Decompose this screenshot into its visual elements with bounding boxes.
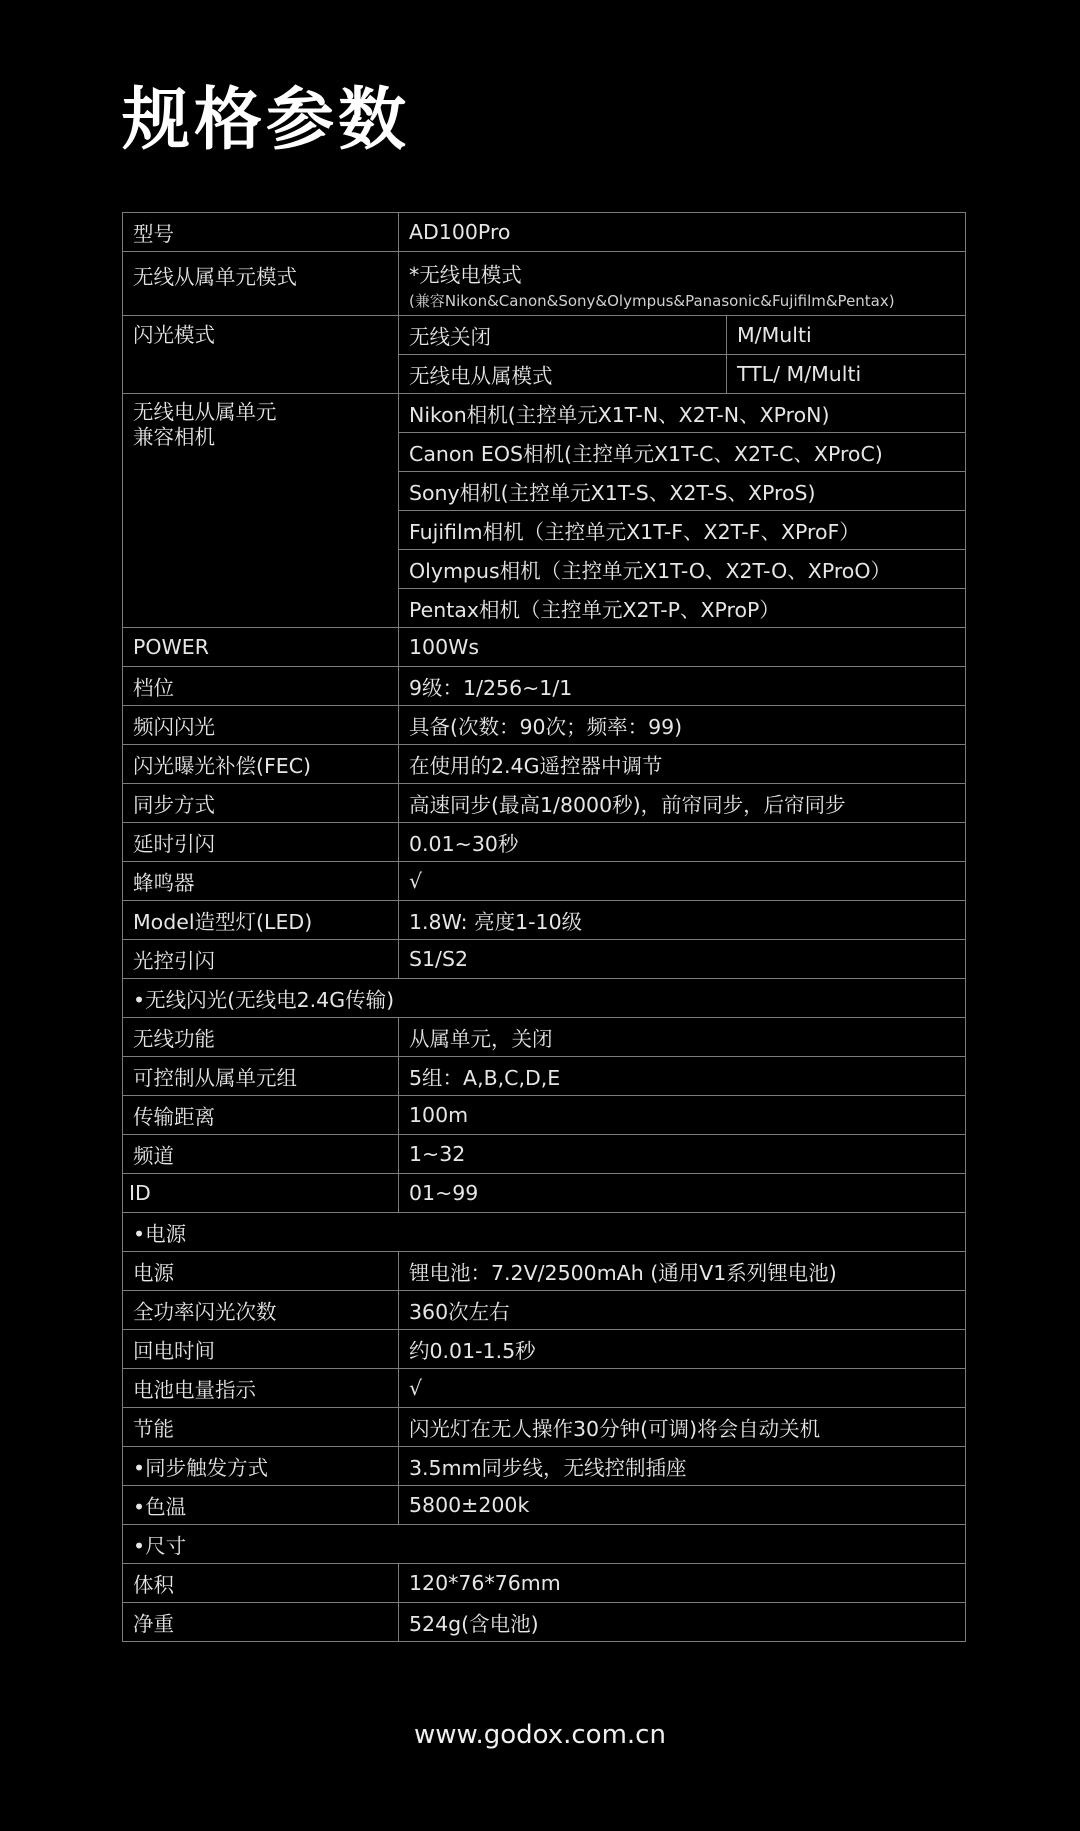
spec-label: 回电时间 bbox=[123, 1330, 399, 1369]
spec-value-note: (兼容Nikon&Canon&Sony&Olympus&Panasonic&Fujifilm&Pentax) bbox=[409, 292, 895, 310]
table-row bbox=[123, 1447, 966, 1486]
spec-label: 传输距离 bbox=[123, 1096, 399, 1135]
table-row bbox=[123, 213, 966, 252]
table-row bbox=[123, 706, 966, 745]
table-row bbox=[123, 1135, 966, 1174]
spec-value: M/Multi bbox=[727, 316, 966, 355]
spec-table bbox=[122, 212, 966, 1642]
spec-label: Model造型灯(LED) bbox=[123, 901, 399, 940]
camera-item: Canon EOS相机(主控单元X1T-C、X2T-C、XProC) bbox=[399, 433, 966, 472]
spec-value: 120*76*76mm bbox=[399, 1564, 966, 1603]
spec-value: 具备(次数：90次；频率：99) bbox=[399, 706, 966, 745]
table-row bbox=[123, 1252, 966, 1291]
spec-value: 高速同步(最高1/8000秒)，前帘同步，后帘同步 bbox=[399, 784, 966, 823]
section-row bbox=[123, 1213, 966, 1252]
spec-value: 0.01~30秒 bbox=[399, 823, 966, 862]
section-heading: •电源 bbox=[123, 1213, 966, 1252]
spec-label: 闪光模式 bbox=[123, 316, 399, 394]
spec-label: 电池电量指示 bbox=[123, 1369, 399, 1408]
camera-item: Olympus相机（主控单元X1T-O、X2T-O、XProO） bbox=[399, 550, 966, 589]
spec-value: 9级：1/256~1/1 bbox=[399, 667, 966, 706]
table-row bbox=[123, 1408, 966, 1447]
spec-label: POWER bbox=[123, 628, 399, 667]
spec-label: •同步触发方式 bbox=[123, 1447, 399, 1486]
table-row bbox=[123, 1291, 966, 1330]
table-row bbox=[123, 394, 966, 433]
spec-label: •色温 bbox=[123, 1486, 399, 1525]
spec-label: 频闪闪光 bbox=[123, 706, 399, 745]
camera-item: Sony相机(主控单元X1T-S、X2T-S、XProS) bbox=[399, 472, 966, 511]
spec-value: S1/S2 bbox=[399, 940, 966, 979]
table-row bbox=[123, 1369, 966, 1408]
spec-label: 节能 bbox=[123, 1408, 399, 1447]
spec-label: 无线从属单元模式 bbox=[123, 252, 399, 316]
spec-value: 1.8W: 亮度1-10级 bbox=[399, 901, 966, 940]
table-row bbox=[123, 1174, 966, 1213]
spec-label: 可控制从属单元组 bbox=[123, 1057, 399, 1096]
spec-value: 锂电池：7.2V/2500mAh (通用V1系列锂电池) bbox=[399, 1252, 966, 1291]
spec-value bbox=[399, 252, 966, 316]
table-row bbox=[123, 940, 966, 979]
spec-value: 01~99 bbox=[399, 1174, 966, 1213]
spec-value: 3.5mm同步线，无线控制插座 bbox=[399, 1447, 966, 1486]
table-row bbox=[123, 1330, 966, 1369]
spec-label-line: 兼容相机 bbox=[133, 425, 215, 449]
table-row bbox=[123, 1486, 966, 1525]
spec-label: 无线功能 bbox=[123, 1018, 399, 1057]
table-row bbox=[123, 862, 966, 901]
table-row bbox=[123, 901, 966, 940]
spec-value: AD100Pro bbox=[399, 213, 966, 252]
section-row bbox=[123, 979, 966, 1018]
spec-label: ID bbox=[123, 1174, 399, 1213]
spec-label: 全功率闪光次数 bbox=[123, 1291, 399, 1330]
website-link[interactable]: www.godox.com.cn bbox=[414, 1720, 666, 1750]
spec-value: 100Ws bbox=[399, 628, 966, 667]
table-row bbox=[123, 784, 966, 823]
spec-label: 蜂鸣器 bbox=[123, 862, 399, 901]
table-row bbox=[123, 628, 966, 667]
spec-label: 同步方式 bbox=[123, 784, 399, 823]
spec-label bbox=[123, 394, 399, 628]
spec-label: 体积 bbox=[123, 1564, 399, 1603]
spec-value: 闪光灯在无人操作30分钟(可调)将会自动关机 bbox=[399, 1408, 966, 1447]
spec-value: 524g(含电池) bbox=[399, 1603, 966, 1642]
spec-value: 约0.01-1.5秒 bbox=[399, 1330, 966, 1369]
table-row bbox=[123, 1564, 966, 1603]
table-row bbox=[123, 667, 966, 706]
camera-item: Nikon相机(主控单元X1T-N、X2T-N、XProN) bbox=[399, 394, 966, 433]
spec-value: 无线关闭 bbox=[399, 316, 727, 355]
section-heading: •尺寸 bbox=[123, 1525, 966, 1564]
spec-value: 从属单元，关闭 bbox=[399, 1018, 966, 1057]
camera-item: Fujifilm相机（主控单元X1T-F、X2T-F、XProF） bbox=[399, 511, 966, 550]
spec-value: 5800±200k bbox=[399, 1486, 966, 1525]
spec-label: 闪光曝光补偿(FEC) bbox=[123, 745, 399, 784]
camera-item: Pentax相机（主控单元X2T-P、XProP） bbox=[399, 589, 966, 628]
spec-value: 1~32 bbox=[399, 1135, 966, 1174]
spec-label: 档位 bbox=[123, 667, 399, 706]
spec-label: 延时引闪 bbox=[123, 823, 399, 862]
spec-value: 在使用的2.4G遥控器中调节 bbox=[399, 745, 966, 784]
spec-value-main: *无线电模式 bbox=[409, 263, 522, 287]
page-title: 规格参数 bbox=[122, 81, 411, 160]
table-row bbox=[123, 1096, 966, 1135]
check-mark: √ bbox=[399, 862, 966, 901]
table-row bbox=[123, 823, 966, 862]
table-row bbox=[123, 745, 966, 784]
table-row bbox=[123, 252, 966, 316]
table-row bbox=[123, 316, 966, 355]
spec-value: 无线电从属模式 bbox=[399, 355, 727, 394]
spec-label-line: 无线电从属单元 bbox=[133, 400, 277, 424]
spec-value: 100m bbox=[399, 1096, 966, 1135]
check-mark: √ bbox=[399, 1369, 966, 1408]
table-row bbox=[123, 1018, 966, 1057]
spec-label: 电源 bbox=[123, 1252, 399, 1291]
spec-label: 型号 bbox=[123, 213, 399, 252]
section-row bbox=[123, 1525, 966, 1564]
spec-label: 净重 bbox=[123, 1603, 399, 1642]
spec-value: TTL/ M/Multi bbox=[727, 355, 966, 394]
spec-value: 360次左右 bbox=[399, 1291, 966, 1330]
table-row bbox=[123, 1057, 966, 1096]
spec-label: 频道 bbox=[123, 1135, 399, 1174]
section-heading: •无线闪光(无线电2.4G传输) bbox=[123, 979, 966, 1018]
spec-value: 5组：A,B,C,D,E bbox=[399, 1057, 966, 1096]
table-row bbox=[123, 1603, 966, 1642]
spec-label: 光控引闪 bbox=[123, 940, 399, 979]
